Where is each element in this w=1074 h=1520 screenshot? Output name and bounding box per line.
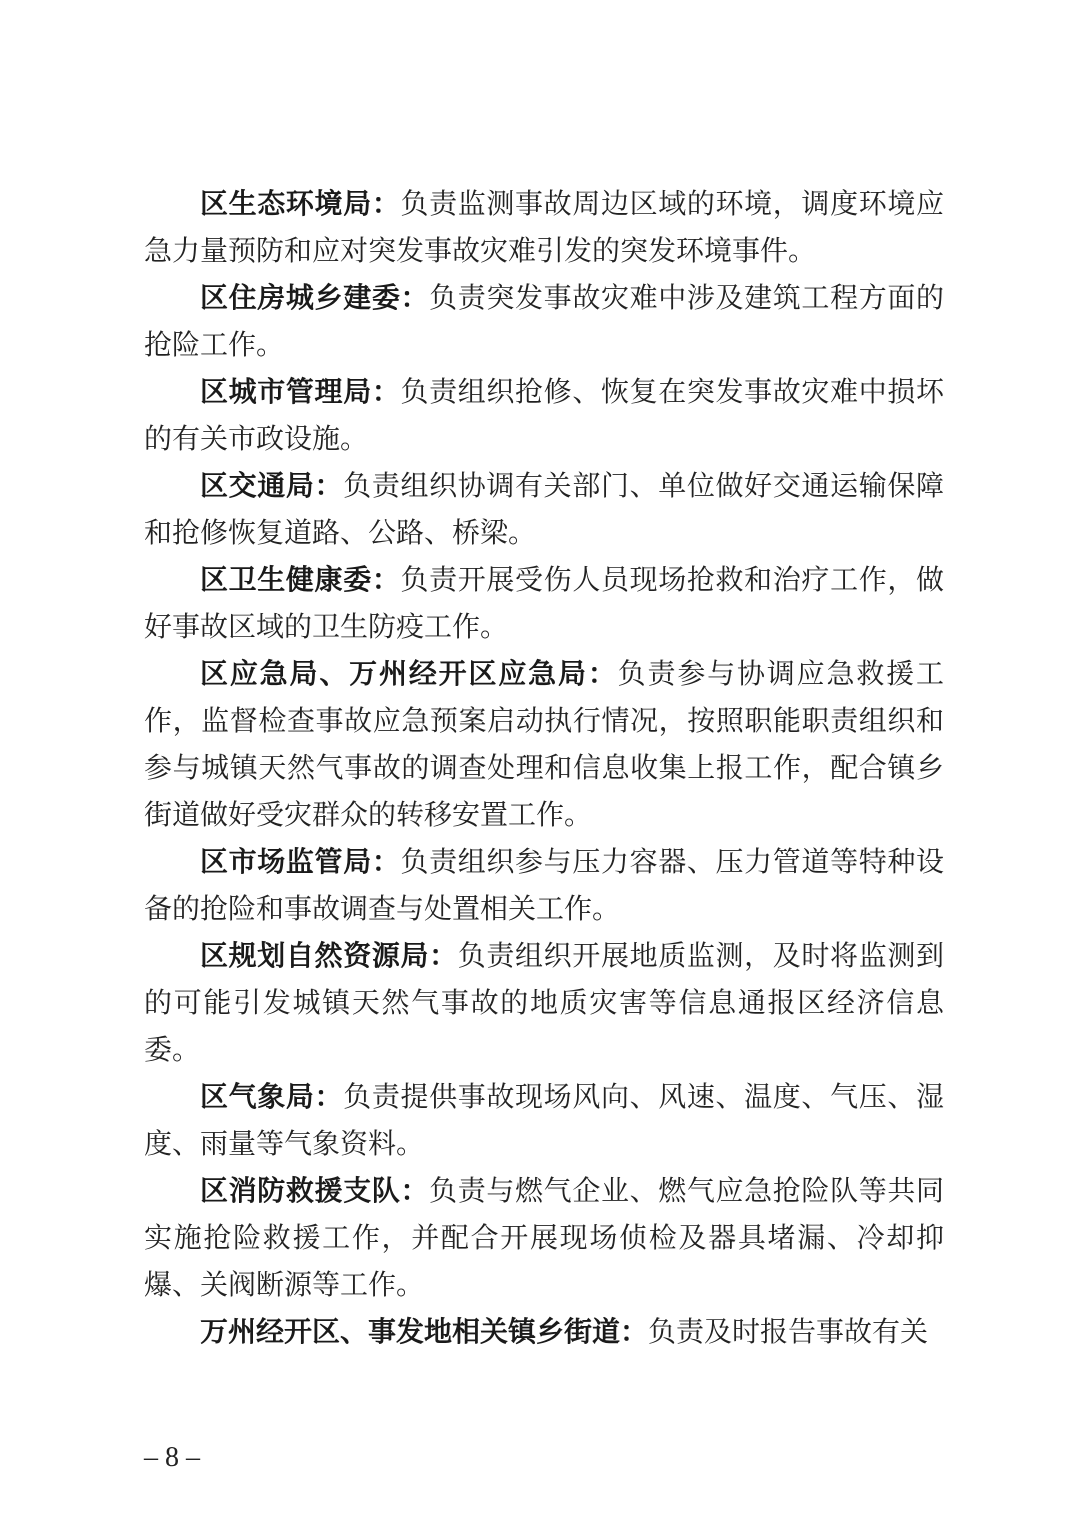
- paragraph-meteorological-bureau: [144, 1073, 944, 1167]
- department-name: 区应急局、万州经开区应急局：: [200, 657, 618, 690]
- paragraph-market-supervision: [144, 838, 944, 932]
- paragraph-urban-management: [144, 368, 944, 462]
- duty-text: 负责突发事故灾难中涉及建筑工程方面的抢险工作。: [144, 281, 944, 361]
- department-name: 万州经开区、事发地相关镇乡街道：: [200, 1315, 649, 1348]
- duty-text: 负责组织协调有关部门、单位做好交通运输保障和抢修恢复道路、公路、桥梁。: [144, 469, 944, 549]
- duty-text: 负责参与协调应急救援工作，监督检查事故应急预案启动执行情况，按照职能职责组织和参与城镇天然气事故的调查处理和信息收集上报工作，配合镇乡街道做好受灾群众的转移安置工作。: [144, 657, 944, 831]
- department-name: 区城市管理局：: [200, 375, 401, 408]
- duty-text: 负责与燃气企业、燃气应急抢险队等共同实施抢险救援工作，并配合开展现场侦检及器具堵漏、冷却抑爆、关阀断源等工作。: [144, 1174, 944, 1301]
- paragraph-ecology-bureau: [144, 180, 944, 274]
- paragraph-emergency-bureau: [144, 650, 944, 838]
- paragraph-health-commission: [144, 556, 944, 650]
- body-text: [144, 180, 944, 1355]
- department-name: 区生态环境局：: [200, 187, 401, 220]
- paragraph-fire-rescue: [144, 1167, 944, 1308]
- paragraph-economic-zone-streets: [144, 1308, 944, 1355]
- department-name: 区消防救援支队：: [200, 1174, 430, 1207]
- department-name: 区住房城乡建委：: [200, 281, 430, 314]
- duty-text: 负责组织开展地质监测，及时将监测到的可能引发城镇天然气事故的地质灾害等信息通报区经济信息委。: [144, 939, 944, 1066]
- duty-text: 负责组织参与压力容器、压力管道等特种设备的抢险和事故调查与处置相关工作。: [144, 845, 944, 925]
- department-name: 区卫生健康委：: [200, 563, 401, 596]
- department-name: 区市场监管局：: [200, 845, 401, 878]
- paragraph-housing-commission: [144, 274, 944, 368]
- page-number: – 8 –: [144, 1442, 200, 1473]
- paragraph-transport-bureau: [144, 462, 944, 556]
- department-name: 区气象局：: [200, 1080, 344, 1113]
- duty-text: 负责及时报告事故有关: [648, 1315, 929, 1348]
- paragraph-planning-resources: [144, 932, 944, 1073]
- duty-text: 负责组织抢修、恢复在突发事故灾难中损坏的有关市政设施。: [144, 375, 944, 455]
- duty-text: 负责监测事故周边区域的环境，调度环境应急力量预防和应对突发事故灾难引发的突发环境事件。: [144, 187, 944, 267]
- department-name: 区交通局：: [200, 469, 344, 502]
- duty-text: 负责开展受伤人员现场抢救和治疗工作，做好事故区域的卫生防疫工作。: [144, 563, 944, 643]
- department-name: 区规划自然资源局：: [200, 939, 458, 972]
- duty-text: 负责提供事故现场风向、风速、温度、气压、湿度、雨量等气象资料。: [144, 1080, 944, 1160]
